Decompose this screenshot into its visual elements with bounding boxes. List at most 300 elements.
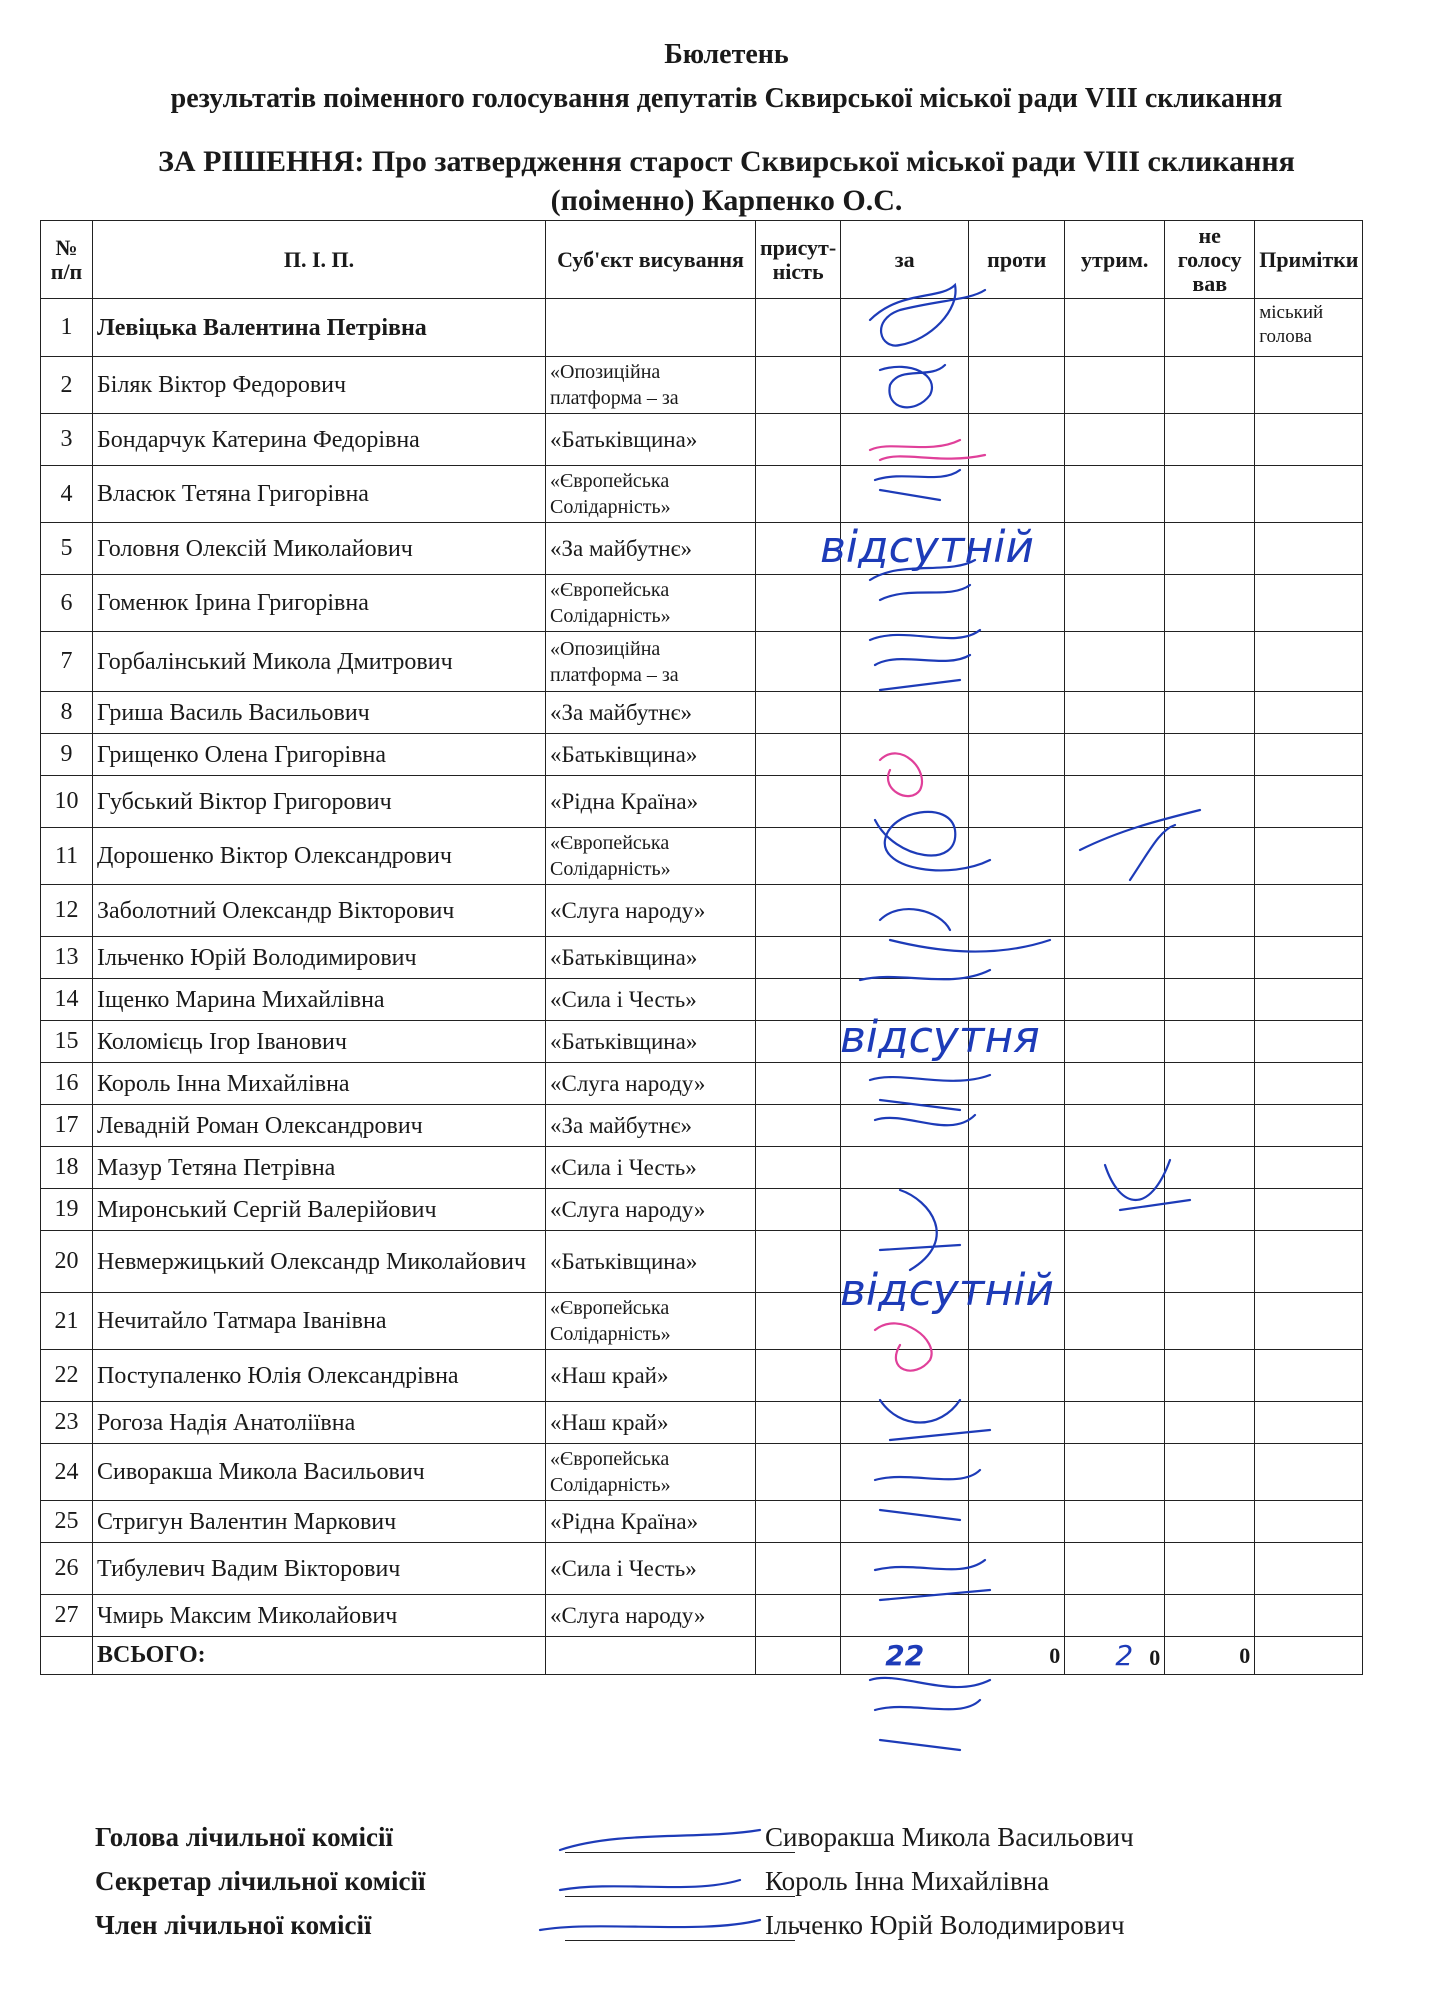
deputy-name: Левадній Роман Олександрович xyxy=(93,1105,546,1147)
vote-against-cell xyxy=(969,937,1065,979)
notes-cell xyxy=(1255,1402,1363,1444)
row-number: 17 xyxy=(41,1105,93,1147)
vote-for-cell xyxy=(841,1189,969,1231)
vote-against-cell xyxy=(969,1595,1065,1637)
decision-line-1: ЗА РІШЕННЯ: Про затвердження старост Сквирської міської ради VIII скликання xyxy=(158,145,1295,178)
presence-cell xyxy=(756,1063,841,1105)
notes-cell xyxy=(1255,1595,1363,1637)
notes-cell xyxy=(1255,414,1363,466)
not-voted-cell xyxy=(1165,1350,1255,1402)
abstain-cell xyxy=(1065,575,1165,632)
col-party: Суб'єкт висування xyxy=(546,221,756,299)
abstain-cell xyxy=(1065,1595,1165,1637)
commission-member-name: Сиворакша Микола Васильович xyxy=(765,1822,1134,1852)
table-row xyxy=(41,1147,1363,1189)
total-row xyxy=(41,1637,1363,1675)
notes-cell xyxy=(1255,1147,1363,1189)
vote-against-cell xyxy=(969,632,1065,692)
table-row xyxy=(41,523,1363,575)
notes-cell xyxy=(1255,1189,1363,1231)
deputy-name: Заболотний Олександр Вікторович xyxy=(93,885,546,937)
notes-cell xyxy=(1255,937,1363,979)
ballot-subtitle: результатів поіменного голосування депутатів Сквирської міської ради VIII скликання xyxy=(170,83,1283,114)
vote-against-cell xyxy=(969,734,1065,776)
nominating-party: «Наш край» xyxy=(546,1350,756,1402)
notes-cell xyxy=(1255,734,1363,776)
notes-cell xyxy=(1255,1543,1363,1595)
vote-against-cell xyxy=(969,299,1065,357)
table-row xyxy=(41,828,1363,885)
deputy-name: Горбалінський Микола Дмитрович xyxy=(93,632,546,692)
notes-cell: міський голова xyxy=(1255,299,1363,357)
nominating-party: «Європейська Солідарність» xyxy=(546,1293,756,1350)
notes-cell xyxy=(1255,1350,1363,1402)
deputy-name: Гоменюк Ірина Григорівна xyxy=(93,575,546,632)
total-for: 22 xyxy=(841,1637,969,1675)
row-number: 21 xyxy=(41,1293,93,1350)
vote-for-cell xyxy=(841,1595,969,1637)
commission-row xyxy=(95,1910,1345,1954)
not-voted-cell xyxy=(1165,299,1255,357)
col-notes: Примітки xyxy=(1255,221,1363,299)
abstain-cell xyxy=(1065,357,1165,414)
not-voted-cell xyxy=(1165,1501,1255,1543)
table-row xyxy=(41,937,1363,979)
presence-cell xyxy=(756,575,841,632)
abstain-cell xyxy=(1065,828,1165,885)
total-abstain: 0 xyxy=(1149,1645,1161,1670)
nominating-party: «Рідна Країна» xyxy=(546,1501,756,1543)
vote-against-cell xyxy=(969,828,1065,885)
row-number: 18 xyxy=(41,1147,93,1189)
table-header-row xyxy=(41,221,1363,299)
row-number: 26 xyxy=(41,1543,93,1595)
abstain-cell xyxy=(1065,1063,1165,1105)
table-row xyxy=(41,1293,1363,1350)
notes-cell xyxy=(1255,885,1363,937)
row-number: 15 xyxy=(41,1021,93,1063)
commission-member-name: Ільченко Юрій Володимирович xyxy=(765,1910,1125,1940)
table-row xyxy=(41,1063,1363,1105)
row-number: 12 xyxy=(41,885,93,937)
presence-cell xyxy=(756,1231,841,1293)
table-row xyxy=(41,1189,1363,1231)
nominating-party: «За майбутнє» xyxy=(546,1105,756,1147)
table-row xyxy=(41,466,1363,523)
nominating-party: «Сила і Честь» xyxy=(546,1543,756,1595)
presence-cell xyxy=(756,1189,841,1231)
nominating-party: «Батьківщина» xyxy=(546,734,756,776)
vote-for-cell xyxy=(841,979,969,1021)
col-presence: присут-ність xyxy=(756,221,841,299)
vote-against-cell xyxy=(969,1063,1065,1105)
vote-against-cell xyxy=(969,1231,1065,1293)
deputy-name: Сиворакша Микола Васильович xyxy=(93,1444,546,1501)
deputy-name: Мазур Тетяна Петрівна xyxy=(93,1147,546,1189)
not-voted-cell xyxy=(1165,937,1255,979)
table-row xyxy=(41,1402,1363,1444)
abstain-cell xyxy=(1065,937,1165,979)
total-against: 0 xyxy=(969,1637,1065,1675)
vote-against-cell xyxy=(969,1444,1065,1501)
deputy-name: Грищенко Олена Григорівна xyxy=(93,734,546,776)
total-abstain-hand: 2 xyxy=(1115,1639,1134,1672)
presence-cell xyxy=(756,885,841,937)
deputy-name: Губський Віктор Григорович xyxy=(93,776,546,828)
total-not-voted: 0 xyxy=(1165,1637,1255,1675)
table-row xyxy=(41,299,1363,357)
vote-against-cell xyxy=(969,1543,1065,1595)
deputy-name: Біляк Віктор Федорович xyxy=(93,357,546,414)
row-number: 25 xyxy=(41,1501,93,1543)
not-voted-cell xyxy=(1165,1595,1255,1637)
not-voted-cell xyxy=(1165,776,1255,828)
commission-role: Член лічильної комісії xyxy=(95,1910,372,1940)
vote-against-cell xyxy=(969,692,1065,734)
presence-cell xyxy=(756,979,841,1021)
deputy-name: Невмержицький Олександр Миколайович xyxy=(93,1231,546,1293)
commission-signatures xyxy=(95,1822,1345,1954)
presence-cell xyxy=(756,1501,841,1543)
row-number: 4 xyxy=(41,466,93,523)
abstain-cell xyxy=(1065,414,1165,466)
deputy-name: Король Інна Михайлівна xyxy=(93,1063,546,1105)
abstain-cell xyxy=(1065,692,1165,734)
not-voted-cell xyxy=(1165,1231,1255,1293)
vote-for-cell xyxy=(841,776,969,828)
presence-cell xyxy=(756,1147,841,1189)
row-number: 9 xyxy=(41,734,93,776)
presence-cell xyxy=(756,466,841,523)
deputy-name: Гриша Василь Васильович xyxy=(93,692,546,734)
notes-cell xyxy=(1255,523,1363,575)
presence-cell xyxy=(756,523,841,575)
vote-for-cell xyxy=(841,414,969,466)
not-voted-cell xyxy=(1165,1189,1255,1231)
not-voted-cell xyxy=(1165,1147,1255,1189)
not-voted-cell xyxy=(1165,414,1255,466)
notes-cell xyxy=(1255,1063,1363,1105)
not-voted-cell xyxy=(1165,1021,1255,1063)
commission-row xyxy=(95,1866,1345,1910)
total-empty xyxy=(41,1637,93,1675)
vote-against-cell xyxy=(969,414,1065,466)
vote-against-cell xyxy=(969,1350,1065,1402)
vote-for-cell xyxy=(841,1293,969,1350)
deputy-name: Дорошенко Віктор Олександрович xyxy=(93,828,546,885)
row-number: 8 xyxy=(41,692,93,734)
nominating-party: «Слуга народу» xyxy=(546,1595,756,1637)
vote-against-cell xyxy=(969,466,1065,523)
abstain-cell xyxy=(1065,1231,1165,1293)
nominating-party: «За майбутнє» xyxy=(546,523,756,575)
table-row xyxy=(41,632,1363,692)
not-voted-cell xyxy=(1165,1543,1255,1595)
not-voted-cell xyxy=(1165,575,1255,632)
deputy-name: Коломієць Ігор Іванович xyxy=(93,1021,546,1063)
deputy-name: Стригун Валентин Маркович xyxy=(93,1501,546,1543)
absent-note-3: відсутній xyxy=(840,1265,1055,1316)
abstain-cell xyxy=(1065,1543,1165,1595)
deputy-name: Власюк Тетяна Григорівна xyxy=(93,466,546,523)
not-voted-cell xyxy=(1165,885,1255,937)
nominating-party: «Рідна Країна» xyxy=(546,776,756,828)
row-number: 5 xyxy=(41,523,93,575)
not-voted-cell xyxy=(1165,632,1255,692)
vote-against-cell xyxy=(969,357,1065,414)
vote-for-cell xyxy=(841,937,969,979)
presence-cell xyxy=(756,1350,841,1402)
col-number: № п/п xyxy=(41,221,93,299)
row-number: 22 xyxy=(41,1350,93,1402)
presence-cell xyxy=(756,1021,841,1063)
vote-for-cell xyxy=(841,466,969,523)
notes-cell xyxy=(1255,575,1363,632)
vote-for-cell xyxy=(841,1021,969,1063)
table-row xyxy=(41,1543,1363,1595)
table-row xyxy=(41,1105,1363,1147)
abstain-cell xyxy=(1065,1501,1165,1543)
row-number: 16 xyxy=(41,1063,93,1105)
signature-line xyxy=(565,1896,795,1897)
nominating-party: «Наш край» xyxy=(546,1402,756,1444)
nominating-party xyxy=(546,299,756,357)
row-number: 27 xyxy=(41,1595,93,1637)
abstain-cell xyxy=(1065,632,1165,692)
presence-cell xyxy=(756,828,841,885)
presence-cell xyxy=(756,776,841,828)
presence-cell xyxy=(756,1595,841,1637)
notes-cell xyxy=(1255,1231,1363,1293)
not-voted-cell xyxy=(1165,523,1255,575)
row-number: 19 xyxy=(41,1189,93,1231)
abstain-cell xyxy=(1065,1105,1165,1147)
not-voted-cell xyxy=(1165,979,1255,1021)
presence-cell xyxy=(756,1105,841,1147)
nominating-party: «Батьківщина» xyxy=(546,937,756,979)
abstain-cell xyxy=(1065,1350,1165,1402)
table-row xyxy=(41,734,1363,776)
abstain-cell xyxy=(1065,1444,1165,1501)
vote-for-cell xyxy=(841,1402,969,1444)
abstain-cell xyxy=(1065,523,1165,575)
vote-against-cell xyxy=(969,885,1065,937)
notes-cell xyxy=(1255,1444,1363,1501)
presence-cell xyxy=(756,1543,841,1595)
vote-for-cell xyxy=(841,632,969,692)
nominating-party: «Європейська Солідарність» xyxy=(546,575,756,632)
total-party-cell xyxy=(546,1637,756,1675)
col-abstain: утрим. xyxy=(1065,221,1165,299)
vote-for-cell xyxy=(841,734,969,776)
notes-cell xyxy=(1255,357,1363,414)
notes-cell xyxy=(1255,776,1363,828)
row-number: 3 xyxy=(41,414,93,466)
vote-against-cell xyxy=(969,1189,1065,1231)
vote-for-cell xyxy=(841,1105,969,1147)
presence-cell xyxy=(756,299,841,357)
signature-line xyxy=(565,1852,795,1853)
signature-mark xyxy=(870,1678,990,1750)
vote-against-cell xyxy=(969,575,1065,632)
total-presence-cell xyxy=(756,1637,841,1675)
nominating-party: «Європейська Солідарність» xyxy=(546,1444,756,1501)
nominating-party: «Європейська Солідарність» xyxy=(546,828,756,885)
commission-role: Секретар лічильної комісії xyxy=(95,1866,426,1896)
presence-cell xyxy=(756,632,841,692)
notes-cell xyxy=(1255,466,1363,523)
row-number: 13 xyxy=(41,937,93,979)
table-row xyxy=(41,1021,1363,1063)
vote-against-cell xyxy=(969,1501,1065,1543)
row-number: 11 xyxy=(41,828,93,885)
vote-against-cell xyxy=(969,1293,1065,1350)
col-against: проти xyxy=(969,221,1065,299)
deputy-name: Ільченко Юрій Володимирович xyxy=(93,937,546,979)
vote-for-cell xyxy=(841,357,969,414)
vote-against-cell xyxy=(969,1105,1065,1147)
vote-for-cell xyxy=(841,1543,969,1595)
nominating-party: «Слуга народу» xyxy=(546,1189,756,1231)
vote-for-cell xyxy=(841,1063,969,1105)
presence-cell xyxy=(756,692,841,734)
deputy-name: Левіцька Валентина Петрівна xyxy=(93,299,546,357)
deputy-name: Миронський Сергій Валерійович xyxy=(93,1189,546,1231)
not-voted-cell xyxy=(1165,1293,1255,1350)
notes-cell xyxy=(1255,632,1363,692)
notes-cell xyxy=(1255,1105,1363,1147)
not-voted-cell xyxy=(1165,1402,1255,1444)
nominating-party: «Сила і Честь» xyxy=(546,1147,756,1189)
row-number: 23 xyxy=(41,1402,93,1444)
not-voted-cell xyxy=(1165,1444,1255,1501)
presence-cell xyxy=(756,357,841,414)
not-voted-cell xyxy=(1165,734,1255,776)
vote-against-cell xyxy=(969,979,1065,1021)
absent-note-1: відсутній xyxy=(820,522,1035,573)
commission-role: Голова лічильної комісії xyxy=(95,1822,393,1852)
nominating-party: «Опозиційна платформа – за xyxy=(546,357,756,414)
vote-against-cell xyxy=(969,1021,1065,1063)
presence-cell xyxy=(756,1402,841,1444)
table-row xyxy=(41,776,1363,828)
abstain-cell xyxy=(1065,776,1165,828)
deputy-name: Бондарчук Катерина Федорівна xyxy=(93,414,546,466)
not-voted-cell xyxy=(1165,466,1255,523)
vote-for-cell xyxy=(841,1350,969,1402)
nominating-party: «Батьківщина» xyxy=(546,1021,756,1063)
abstain-cell xyxy=(1065,466,1165,523)
decision-line-2: (поіменно) Карпенко О.С. xyxy=(550,184,903,217)
presence-cell xyxy=(756,1444,841,1501)
deputy-name: Чмирь Максим Миколайович xyxy=(93,1595,546,1637)
vote-against-cell xyxy=(969,1147,1065,1189)
notes-cell xyxy=(1255,828,1363,885)
table-row xyxy=(41,692,1363,734)
table-row xyxy=(41,414,1363,466)
abstain-cell xyxy=(1065,1293,1165,1350)
nominating-party: «Слуга народу» xyxy=(546,885,756,937)
vote-for-cell xyxy=(841,1444,969,1501)
not-voted-cell xyxy=(1165,828,1255,885)
notes-cell xyxy=(1255,979,1363,1021)
nominating-party: «Сила і Честь» xyxy=(546,979,756,1021)
total-abstain-cell xyxy=(1065,1637,1165,1675)
row-number: 7 xyxy=(41,632,93,692)
presence-cell xyxy=(756,414,841,466)
total-notes-cell xyxy=(1255,1637,1363,1675)
not-voted-cell xyxy=(1165,1105,1255,1147)
presence-cell xyxy=(756,1293,841,1350)
table-row xyxy=(41,885,1363,937)
vote-for-cell xyxy=(841,523,969,575)
not-voted-cell xyxy=(1165,1063,1255,1105)
commission-member-name: Король Інна Михайлівна xyxy=(765,1866,1050,1896)
commission-row xyxy=(95,1822,1345,1866)
abstain-cell xyxy=(1065,885,1165,937)
deputy-name: Іщенко Марина Михайлівна xyxy=(93,979,546,1021)
table-row xyxy=(41,575,1363,632)
deputy-name: Поступаленко Юлія Олександрівна xyxy=(93,1350,546,1402)
vote-for-cell xyxy=(841,575,969,632)
not-voted-cell xyxy=(1165,357,1255,414)
vote-for-cell xyxy=(841,299,969,357)
abstain-cell xyxy=(1065,1189,1165,1231)
notes-cell xyxy=(1255,692,1363,734)
notes-cell xyxy=(1255,1021,1363,1063)
row-number: 1 xyxy=(41,299,93,357)
abstain-cell xyxy=(1065,979,1165,1021)
vote-for-cell xyxy=(841,885,969,937)
col-not-voted: не голосу вав xyxy=(1165,221,1255,299)
col-for: за xyxy=(841,221,969,299)
deputy-name: Тибулевич Вадим Вікторович xyxy=(93,1543,546,1595)
abstain-cell xyxy=(1065,1147,1165,1189)
vote-for-cell xyxy=(841,828,969,885)
row-number: 20 xyxy=(41,1231,93,1293)
row-number: 6 xyxy=(41,575,93,632)
vote-against-cell xyxy=(969,776,1065,828)
row-number: 10 xyxy=(41,776,93,828)
deputy-name: Рогоза Надія Анатоліївна xyxy=(93,1402,546,1444)
absent-note-2: відсутня xyxy=(840,1012,1040,1063)
nominating-party: «Слуга народу» xyxy=(546,1063,756,1105)
table-row xyxy=(41,357,1363,414)
vote-for-cell xyxy=(841,1147,969,1189)
nominating-party: «Батьківщина» xyxy=(546,1231,756,1293)
vote-table xyxy=(40,220,1363,1675)
total-label: ВСЬОГО: xyxy=(93,1637,546,1675)
vote-for-cell xyxy=(841,1231,969,1293)
vote-against-cell xyxy=(969,1402,1065,1444)
col-name: П. І. П. xyxy=(93,221,546,299)
table-row xyxy=(41,1595,1363,1637)
notes-cell xyxy=(1255,1293,1363,1350)
deputy-name: Нечитайло Татмара Іванівна xyxy=(93,1293,546,1350)
abstain-cell xyxy=(1065,299,1165,357)
table-row xyxy=(41,1231,1363,1293)
presence-cell xyxy=(756,937,841,979)
nominating-party: «За майбутнє» xyxy=(546,692,756,734)
table-row xyxy=(41,979,1363,1021)
nominating-party: «Опозиційна платформа – за xyxy=(546,632,756,692)
not-voted-cell xyxy=(1165,692,1255,734)
nominating-party: «Батьківщина» xyxy=(546,414,756,466)
vote-against-cell xyxy=(969,523,1065,575)
ballot-title: Бюлетень xyxy=(664,39,789,70)
table-row xyxy=(41,1444,1363,1501)
table-row xyxy=(41,1501,1363,1543)
